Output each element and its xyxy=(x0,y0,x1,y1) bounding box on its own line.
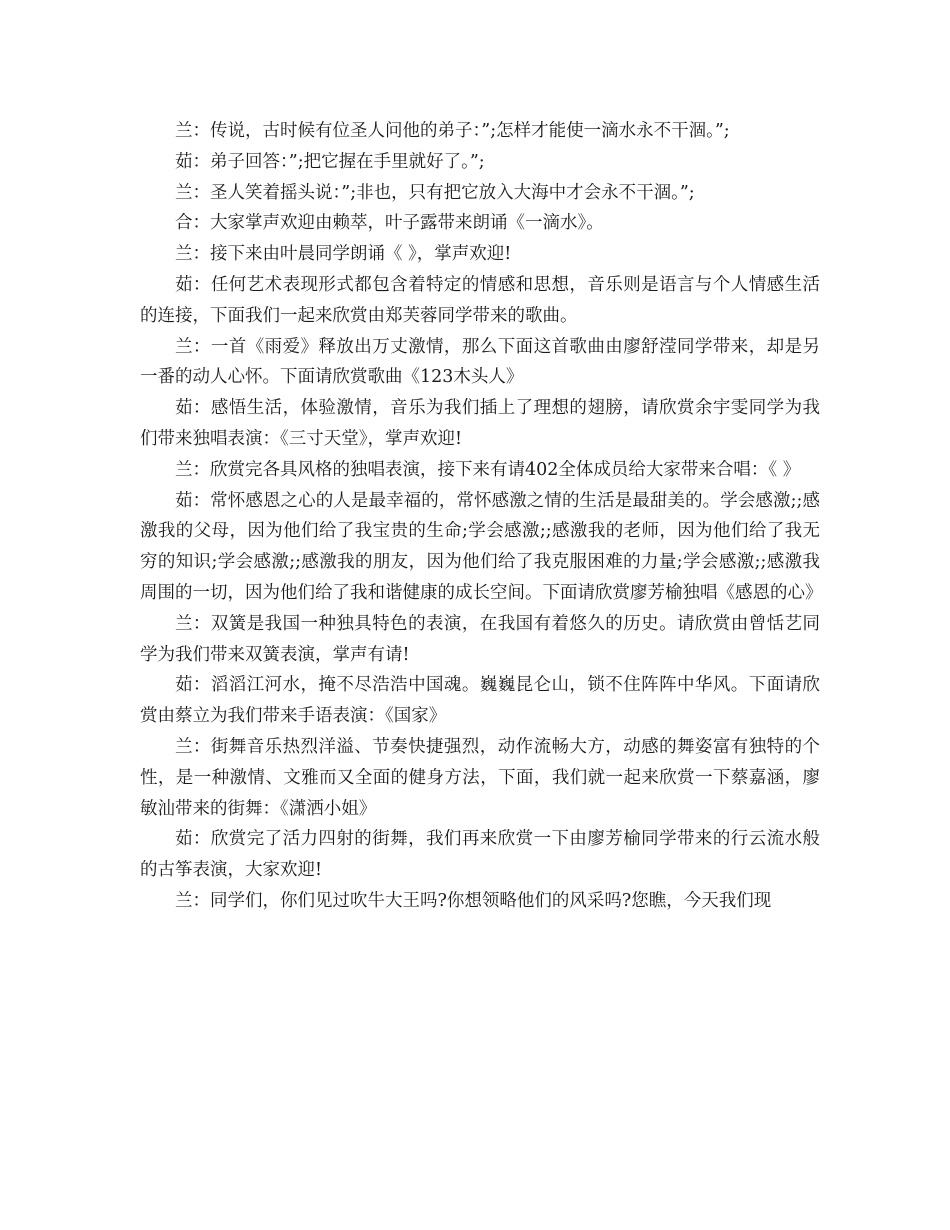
paragraph: 合：大家掌声欢迎由赖萃，叶子露带来朗诵《一滴水》。 xyxy=(175,213,604,234)
paragraph: 茹：滔滔江河水，掩不尽浩浩中国魂。巍巍昆仑山，锁不住阵阵中华风。下面请欣赏由蔡立为我们带来手语表演：《国家》 xyxy=(140,675,820,727)
paragraph: 茹：任何艺术表现形式都包含着特定的情感和思想，音乐则是语言与个人情感生活的连接，下面我们一起来欣赏由郑芙蓉同学带来的歌曲。 xyxy=(140,274,820,326)
paragraph: 兰：一首《雨爱》释放出万丈激情，那么下面这首歌曲由廖舒滢同学带来，却是另一番的动人心怀。下面请欣赏歌曲《123木头人》 xyxy=(140,336,820,388)
paragraph: 茹：欣赏完了活力四射的街舞，我们再来欣赏一下由廖芳榆同学带来的行云流水般的古筝表演，大家欢迎! xyxy=(140,829,820,881)
paragraph: 兰：圣人笑着摇头说：”;非也，只有把它放入大海中才会永不干涸。”; xyxy=(175,182,695,203)
paragraph: 兰：接下来由叶晨同学朗诵《 》，掌声欢迎! xyxy=(175,244,512,265)
paragraph: 兰：街舞音乐热烈洋溢、节奏快捷强烈，动作流畅大方，动感的舞姿富有独特的个性，是一种激情、文雅而又全面的健身方法，下面，我们就一起来欣赏一下蔡嘉涵，廖敏汕带来的街舞：《潇洒小姐》 xyxy=(140,736,820,819)
paragraph: 兰：传说，古时候有位圣人问他的弟子：”;怎样才能使一滴水永不干涸。”; xyxy=(175,121,730,141)
paragraph: 茹：弟子回答：”;把它握在手里就好了。”; xyxy=(175,151,485,172)
paragraph: 茹：感悟生活，体验激情，音乐为我们插上了理想的翅膀，请欣赏余宇雯同学为我们带来独唱表演：《三寸天堂》，掌声欢迎! xyxy=(140,398,820,449)
paragraph: 兰：同学们，你们见过吹牛大王吗?你想领略他们的风采吗?您瞧，今天我们现 xyxy=(175,890,772,911)
paragraph: 兰：双簧是我国一种独具特色的表演，在我国有着悠久的历史。请欣赏由曾恬艺同学为我们带来双簧表演，掌声有请! xyxy=(140,613,820,665)
paragraph: 兰：欣赏完各具风格的独唱表演，接下来有请402全体成员给大家带来合唱：《 》 xyxy=(175,459,801,480)
paragraph: 茹：常怀感恩之心的人是最幸福的，常怀感激之情的生活是最甜美的。学会感激;;感激我的父母，因为他们给了我宝贵的生命;学会感激;;感激我的老师，因为他们给了我无穷的知识;学会感激;;感激我的朋友，因为他们给了我克服困难的力量;学会感激;;感激我周围的一切，因为他们给了我和谐健康的成长空间。下面请欣赏廖芳榆独唱《感恩的心》 xyxy=(140,490,823,603)
document-body xyxy=(140,116,823,917)
